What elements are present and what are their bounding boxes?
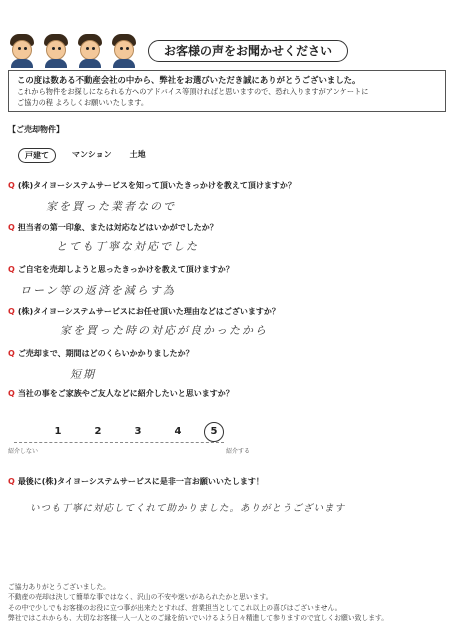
question-mark: Q — [8, 307, 15, 316]
question-text: (株)タイヨーシステムサービスにお任せ頂いた理由などはございますか？ — [17, 307, 280, 316]
answer-text: 家を買った時の対応が良かったから — [60, 324, 268, 337]
final-answer-text: いつも丁寧に対応してくれて助かりました。ありがとうございます — [30, 503, 346, 514]
type-option-mansion[interactable]: マンション — [72, 150, 112, 159]
question-text: 担当者の第一印象、または対応などはいかがでしたか？ — [17, 223, 218, 232]
question — [8, 180, 296, 191]
avatar — [8, 34, 36, 68]
avatar — [76, 34, 104, 68]
type-option-house[interactable]: 戸建て — [18, 148, 56, 163]
rating-low-label: 紹介しない — [8, 448, 39, 455]
section-label: 【ご売却物件】 — [8, 125, 64, 134]
answer-text: とても丁寧な対応でした — [56, 240, 199, 253]
rating-option-2[interactable]: 2 — [94, 426, 102, 437]
question-text: (株)タイヨーシステムサービスを知って頂いたきっかけを教えて頂けますか？ — [17, 181, 296, 190]
closing-line: ご協力ありがとうございました。 — [8, 583, 110, 591]
question — [8, 348, 194, 359]
property-type-options — [18, 148, 148, 163]
question-mark: Q — [8, 349, 15, 358]
type-option-land[interactable]: 土地 — [129, 150, 146, 159]
answer-text: ローン等の返済を減らす為 — [20, 284, 176, 297]
rating-option-3[interactable]: 3 — [134, 426, 142, 437]
question-text: ご自宅を売却しようと思ったきっかけを教えて頂けますか？ — [17, 265, 234, 274]
page-title: お客様の声をお聞かせください — [148, 40, 348, 62]
question-text: ご売却まで、期間はどのくらいかかりましたか？ — [17, 349, 194, 358]
answer-text: 短期 — [70, 368, 96, 381]
closing-message — [8, 582, 446, 624]
recommend-rating-scale — [8, 420, 308, 460]
intro-line: これから物件をお探しになられる方へのアドバイス等頂ければと思いますので、恐れ入りますがアンケートに — [17, 87, 369, 96]
rating-high-label: 紹介する — [226, 448, 251, 455]
rating-line — [14, 442, 224, 443]
avatar — [110, 34, 138, 68]
question-mark: Q — [8, 265, 15, 274]
rating-option-1[interactable]: 1 — [54, 426, 62, 437]
question — [8, 306, 280, 317]
question — [8, 222, 218, 233]
intro-first-line: この度は数ある不動産会社の中から、弊社をお選びいただき誠にありがとうございました。 — [17, 75, 361, 85]
question-mark: Q — [8, 389, 15, 398]
final-question — [8, 476, 264, 487]
rating-option-4[interactable]: 4 — [174, 426, 182, 437]
answer-text: 家を買った業者なので — [46, 200, 176, 213]
intro-box — [8, 70, 446, 112]
rating-option-5[interactable]: 5 — [204, 422, 224, 442]
question — [8, 388, 234, 399]
question-text: 当社の事をご家族やご友人などに紹介したいと思いますか？ — [17, 389, 234, 398]
question-mark: Q — [8, 477, 15, 486]
question-text: 最後に(株)タイヨーシステムサービスに是非一言お願いいたします！ — [17, 477, 264, 486]
closing-line: 不動産の売却は決して簡単な事ではなく、沢山の不安や迷いがあられたかと思います。 — [8, 593, 273, 602]
staff-avatars — [8, 34, 138, 68]
question-mark: Q — [8, 181, 15, 190]
question-mark: Q — [8, 223, 15, 232]
intro-line: ご協力の程 よろしくお願いいたします。 — [17, 98, 149, 107]
avatar — [42, 34, 70, 68]
closing-line: その中で少しでもお客様のお役に立つ事が出来たとすれば、営業担当としてこれ以上の喜びはございません。 — [8, 603, 342, 612]
question — [8, 264, 234, 275]
closing-line: 弊社ではこれからも、大切なお客様一人一人とのご縁を紡いでいけるよう日々精進して参りますので宜しくお願い致します。 — [8, 614, 389, 623]
